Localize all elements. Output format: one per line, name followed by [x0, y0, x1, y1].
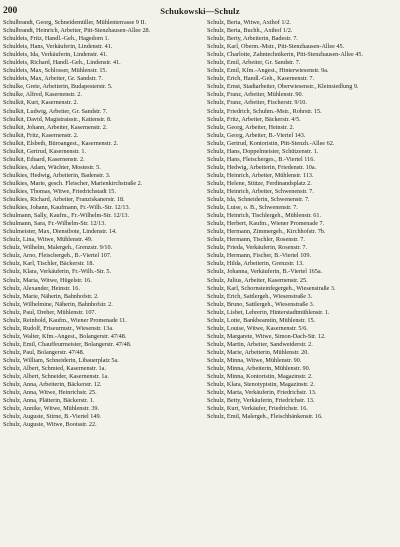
directory-entry: Schulkit, Gertrud, Kasernenstr. 1. — [3, 147, 86, 155]
directory-entry: Schulz, Erich, Sattlergeh., Wiesenstraße 3. — [207, 292, 313, 300]
directory-entry: Schulkies, Marie, gesch. Fleischer, Marienkirchstraße 2. — [3, 179, 143, 187]
directory-entry: Schulkies, Thomas, Witwe, Friedrichstadt 15. — [3, 187, 116, 195]
directory-entry: Schulz, Georg, Arbeiter, Heinstr. 2. — [207, 123, 295, 131]
directory-entry: Schulz, Emil, Chauffeurmeister, Bolangerstr. 47/48. — [3, 340, 132, 348]
directory-entry: Schulz, Anna, Plätterin, Bäckerstr. 1. — [3, 397, 95, 405]
directory-entry: Schulz, Emil, Kfm.-Angest., Hinterwiesenstr. 9a. — [207, 67, 329, 75]
directory-entry: Schulz, Hermann, Zimmergeh., Kirchhofstr. 7b. — [207, 228, 326, 236]
directory-entry: Schulz, Margarete, Witwe, Simon-Dach-Str. 12. — [207, 332, 326, 340]
directory-entry: Schulz, Helene, Stütze, Ferdinandsplatz 2. — [207, 179, 312, 187]
directory-entry: Schulz, Berta, Witwe, Axthof 1/2. — [207, 19, 291, 26]
directory-entry: Schulz, Marta, Verkäuferin, Friedrichstr. 13. — [207, 389, 317, 397]
directory-entry: Schulz, Herbert, Kaufm., Wiener Promenade 7. — [207, 220, 325, 228]
directory-entry: Schulz, Rudolf, Friseurmstr., Wiesenstr. 13a. — [3, 324, 114, 332]
directory-entry: Schulz, Friedrich, Schuhm.-Mstr., Rohrstr. 15. — [207, 107, 322, 115]
directory-entry: Schulbrandt, Georg, Schneidemüller, Mühlenterrasse 9 II. — [3, 19, 147, 26]
directory-entry: Schulz, Lotte, Bankbeamtin, Mühlenstr. 15. — [207, 316, 316, 324]
directory-entry: Schulz, Anna, Arbeiterin, Bäckerstr. 12. — [3, 381, 102, 389]
directory-entry: Schulz, Heinrich, Arbeiter, Schwenenstr. 7. — [207, 187, 314, 195]
page-header — [3, 5, 397, 17]
directory-entry: Schulkit, Eduard, Kasernenstr. 2. — [3, 155, 85, 163]
directory-entry: Schulz, Hermann, Fischer, B.-Viertel 109. — [207, 252, 312, 260]
directory-entry: Schulz, Minna, Witwe, Mühlenstr. 90. — [207, 356, 302, 364]
directory-entry: Schulz, Bruno, Sattlergeh., Wiesenstraße 3. — [207, 300, 315, 308]
directory-entry: Schuldeis, Max, Arbeiter, Gr. Sandstr. 7. — [3, 75, 103, 83]
directory-entry: Schulz, Erich, Handl.-Geh., Kasernenstr. 7. — [207, 75, 315, 83]
directory-entry: Schulmann, Sally, Kaufm., Fr.-Wilhelm-Str. 12/13. — [3, 212, 130, 220]
directory-entry: Schulz, Reinhold, Kaufm., Wiener Promenade 11. — [3, 316, 127, 324]
directory-entry: Schulz, William, Schneiderin, Libauerplatz 5a. — [3, 356, 119, 364]
directory-entry: Schulz, Hermann, Tischler, Rosenstr. 7. — [207, 236, 305, 244]
directory-entry: Schulz, Marie, Arbeiterin, Mühlenstr. 20. — [207, 348, 309, 356]
directory-entry: Schulz, Franz, Arbeiter, Fischerstr. 9/10. — [207, 99, 307, 107]
directory-entry: Schulz, Georg, Arbeiter, B.-Viertel 143. — [207, 131, 306, 139]
directory-entry: Schulz, Wilhelm, Malergeh., Grenzstr. 9/10. — [3, 244, 113, 252]
directory-entry: Schulkit, Kurt, Kasernenstr. 2. — [3, 99, 79, 107]
directory-entry: Schulz, Kurt, Verkäufer, Friedrichstr. 16. — [207, 405, 308, 413]
directory-entry: Schulz, Hedwig, Arbeiterin, Friedenstr. 10a. — [207, 163, 317, 171]
directory-entry: Schulz, Auguste, Stirne, B.-Viertel 149. — [3, 413, 102, 421]
directory-entry: Schulmann, Sara, Fr.-Wilhelm-Str. 12/13. — [3, 220, 106, 228]
directory-entry: Schulz, Walter, Kfm.-Angest., Bolangerstr. 47/48. — [3, 332, 127, 340]
directory-entry: Schulke, Alfred, Kasernenstr. 2. — [3, 91, 82, 99]
page-number: 200 — [3, 6, 18, 16]
directory-entry: Schulz, Alexander, Heinstr. 16. — [3, 284, 80, 292]
left-column — [3, 19, 193, 429]
directory-entry: Schulz, Klara, Stenotypistin, Magazinstr. 2. — [207, 381, 315, 389]
directory-entry: Schulz, Annike, Witwe, Mühlenstr. 39. — [3, 405, 100, 413]
directory-entry: Schulz, Wilhelmine, Näherin, Bahnhofstr. 2. — [3, 300, 113, 308]
directory-entry: Schulkit, Ludwig, Arbeiter, Gr. Sandstr. 7. — [3, 107, 108, 115]
directory-entry: Schulz, Gertrud, Kontoristin, Pitt-Stenzh.-Allee 62. — [207, 139, 335, 147]
directory-entry: Schulz, Karl, Tischler, Bäckerstr. 18. — [3, 260, 95, 268]
directory-entry: Schulz, Betty, Verkäuferin, Friedrichstr. 13. — [207, 397, 315, 405]
directory-entry: Schulz, Hilda, Arbeiterin, Grenzstr. 13. — [207, 260, 304, 268]
directory-entry: Schuldeis, Richard, Handl.-Geh., Lindenstr. 41. — [3, 59, 121, 67]
directory-entry: Schulz, Louise, Witwe, Kasernenstr. 5/6. — [207, 324, 308, 332]
directory-entry: Schulz, Lina, Witwe, Mühlenstr. 49. — [3, 236, 93, 244]
directory-entry: Schulz, Albert, Schneider, Kasernenstr. 1a. — [3, 373, 109, 381]
directory-entry: Schulkies, Hedwig, Arbeiterin, Badenstr. 3. — [3, 171, 111, 179]
directory-entry: Schulz, Emil, Malergeh., Fleischbänkenstr. 16. — [207, 413, 323, 421]
directory-entry: Schulz, Karl, Oberm.-Mstr., Pitt-Stenzhausen-Allee 45. — [207, 43, 345, 51]
directory-entry: Schulz, Paul, Bolangerstr. 47/48. — [3, 348, 85, 356]
directory-entry: Schulke, Grete, Arbeiterin, Budapesterstr. 5. — [3, 83, 113, 91]
directory-entry: Schulz, Lisbet, Lehrerin, Hinterstadtmühlenstr. 1. — [207, 308, 330, 316]
directory-entry: Schulz, Martin, Arbeiter, Sandweiderstr. 2. — [207, 340, 313, 348]
directory-entry: Schulz, Frieda, Verkäuferin, Rosenstr. 7. — [207, 244, 308, 252]
directory-entry: Schulz, Hans, Doppelmeister, Schützenstr. 1. — [207, 147, 319, 155]
directory-entry: Schulz, Berty, Arbeiterin, Badestr. 7. — [207, 35, 298, 43]
directory-entry: Schuldeis, Max, Schlosser, Mühlenstr. 15. — [3, 67, 108, 75]
directory-entry: Schulkit, David, Magistratsstr., Kattenstr. 8. — [3, 115, 112, 123]
directory-entry: Schulz, Heinrich, Tischlergeh., Mühlenstr. 61. — [207, 212, 322, 220]
directory-entry: Schulz, Franz, Arbeiter, Mühlenstr. 90. — [207, 91, 304, 99]
directory-entry: Schulz, Emil, Arbeiter, Gr. Sandstr. 7. — [207, 59, 301, 67]
directory-entry: Schulz, Berta, Buchh., Axthof 1/2. — [207, 27, 293, 35]
right-column — [207, 19, 397, 421]
directory-entry: Schuldeis, Fritz, Handl.-Geh., Hagedorn 1. — [3, 35, 110, 43]
directory-entry: Schuldeis, Ida, Verkäuferin, Lindenstr. 41. — [3, 51, 108, 59]
directory-entry: Schulkies, Johann, Kaufmann, Fr.-Wilh.-Str. 12/13. — [3, 204, 131, 212]
directory-entry: Schulz, Klara, Verkäuferin, Fr.-Wilh.-Str. 5. — [3, 268, 112, 276]
directory-entry: Schulz, Johanna, Verkäuferin, B.-Viertel 165a. — [207, 268, 323, 276]
directory-entry: Schulz, Anna, Witwe, Heinrichstr. 25. — [3, 389, 97, 397]
directory-entry: Schulz, Paul, Dreher, Mühlenstr. 107. — [3, 308, 97, 316]
directory-entry: Schulmeister, Max, Dienstbote, Lindenstr. 14. — [3, 228, 117, 236]
directory-entry: Schuldeis, Hans, Verkäuferin, Lindenstr. 41. — [3, 43, 113, 51]
directory-entry: Schulz, Maria, Witwe, Hügelstr. 16. — [3, 276, 92, 284]
directory-entry: Schulz, Fritz, Arbeiter, Bäckerstr. 4/5. — [207, 115, 301, 123]
directory-entry: Schulz, Minna, Kontoristin, Magazinstr. 2. — [207, 373, 313, 381]
directory-entry: Schulbrandt, Heinrich, Arbeiter, Pitt-Stenzhausen-Allee 28. — [3, 27, 151, 35]
directory-entry: Schulkit, Fritz, Kasernenstr. 2. — [3, 131, 79, 139]
directory-entry: Schulz, Arno, Fleischergeh., B.-Viertel 107. — [3, 252, 112, 260]
running-title: Schukowski—Schulz — [160, 6, 240, 16]
directory-entry: Schulz, Marie, Näherin, Bahnhofstr. 2. — [3, 292, 99, 300]
directory-entry: Schulz, Albert, Schmied, Kasernenstr. 1a. — [3, 365, 106, 373]
directory-entry: Schulz, Auguste, Witwe, Bootsstr. 22. — [3, 421, 97, 429]
directory-entry: Schulz, Ida, Schneiderin, Schwenenstr. 7. — [207, 196, 310, 204]
directory-entry: Schulz, Heinrich, Arbeiter, Mühlenstr. 113. — [207, 171, 314, 179]
directory-entry: Schulkies, Richard, Arbeiter, Franziskanerstr. 18. — [3, 196, 125, 204]
directory-entry: Schulz, Karl, Schornsteinfegergeh., Wiesenstraße 3. — [207, 284, 336, 292]
directory-entry: Schulz, Ernst, Stadtarbeiter, Oberwiesenstr., Kleinsiedlung 9. — [207, 83, 359, 91]
directory-entry: Schulkit, Elsbeth, Büroangest., Kasernenstr. 2. — [3, 139, 119, 147]
directory-entry: Schulz, Julius, Arbeiter, Kasernenstr. 25. — [207, 276, 308, 284]
directory-entry: Schulz, Luise, o. B., Schwenenstr. 7. — [207, 204, 298, 212]
directory-entry: Schulz, Hans, Fleischerges., B.-Viertel 116. — [207, 155, 315, 163]
directory-entry: Schulz, Minna, Arbeiterin, Mühlenstr. 90. — [207, 365, 311, 373]
directory-entry: Schulz, Charlotte, Zahntechnikerin, Pitt-Stenzhausen-Allee 45. — [207, 51, 364, 59]
directory-entry: Schulkies, Adam, Wächter, Mostestr. 5. — [3, 163, 101, 171]
directory-entry: Schulkit, Johann, Arbeiter, Kasernenstr. 2. — [3, 123, 108, 131]
